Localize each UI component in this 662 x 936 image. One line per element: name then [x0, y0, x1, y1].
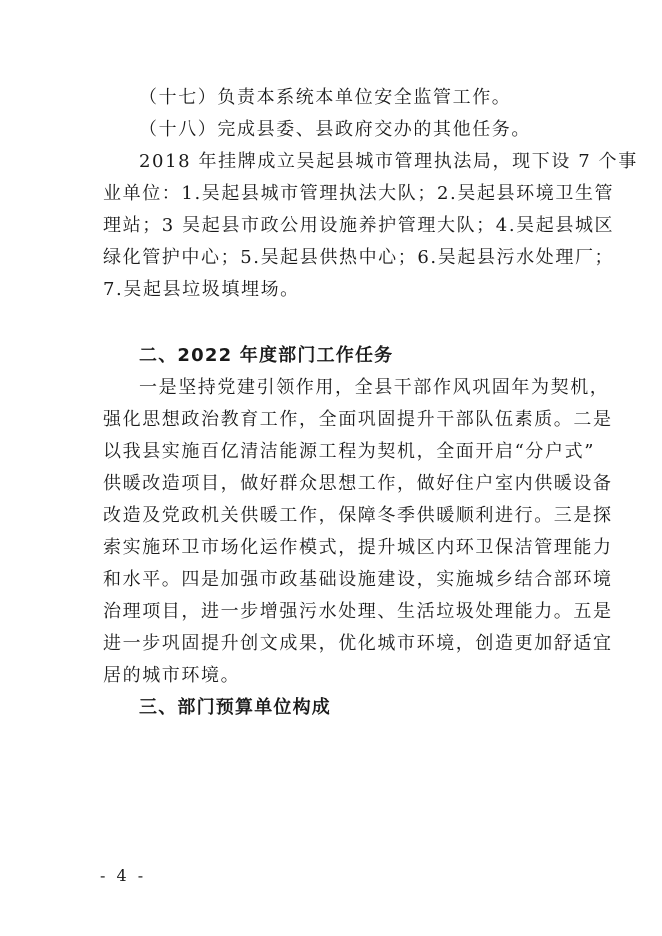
- page-number: - 4 -: [100, 866, 147, 885]
- paragraph-line: 强化思想政治教育工作，全面巩固提升干部队伍素质。二是: [103, 409, 613, 430]
- paragraph-line: 绿化管护中心；5.吴起县供热中心；6.吴起县污水处理厂；: [103, 247, 615, 268]
- duty-item-17: （十七）负责本系统本单位安全监管工作。: [139, 87, 512, 108]
- paragraph-line: 进一步巩固提升创文成果，优化城市环境，创造更加舒适宜: [103, 633, 613, 654]
- paragraph-line: 改造及党政机关供暖工作，保障冬季供暖顺利进行。三是探: [103, 505, 613, 526]
- section-heading-3: 三、部门预算单位构成: [139, 697, 331, 718]
- paragraph-line: 居的城市环境。: [103, 665, 241, 686]
- document-body: [103, 82, 638, 724]
- paragraph-line: 和水平。四是加强市政基础设施建设，实施城乡结合部环境: [103, 569, 613, 590]
- paragraph-line: 以我县实施百亿清洁能源工程为契机，全面开启“分户式”: [103, 441, 596, 462]
- paragraph-line: 7.吴起县垃圾填埋场。: [103, 279, 300, 300]
- paragraph-line: 供暖改造项目，做好群众思想工作，做好住户室内供暖设备: [103, 473, 613, 494]
- duty-item-18: （十八）完成县委、县政府交办的其他任务。: [139, 119, 531, 140]
- section-heading-2: 二、2022 年度部门工作任务: [139, 345, 394, 366]
- paragraph-line: 索实施环卫市场化运作模式，提升城区内环卫保洁管理能力: [103, 537, 613, 558]
- paragraph-line: 一是坚持党建引领作用，全县干部作风巩固年为契机，: [139, 377, 610, 398]
- section-gap: [103, 306, 558, 340]
- paragraph-line: 业单位：1.吴起县城市管理执法大队；2.吴起县环境卫生管: [103, 183, 615, 204]
- paragraph-line: 理站；3 吴起县市政公用设施养护管理大队；4.吴起县城区: [103, 215, 615, 236]
- paragraph-line: 治理项目，进一步增强污水处理、生活垃圾处理能力。五是: [103, 601, 613, 622]
- paragraph-line: 2018 年挂牌成立吴起县城市管理执法局，现下设 7 个事: [139, 151, 638, 172]
